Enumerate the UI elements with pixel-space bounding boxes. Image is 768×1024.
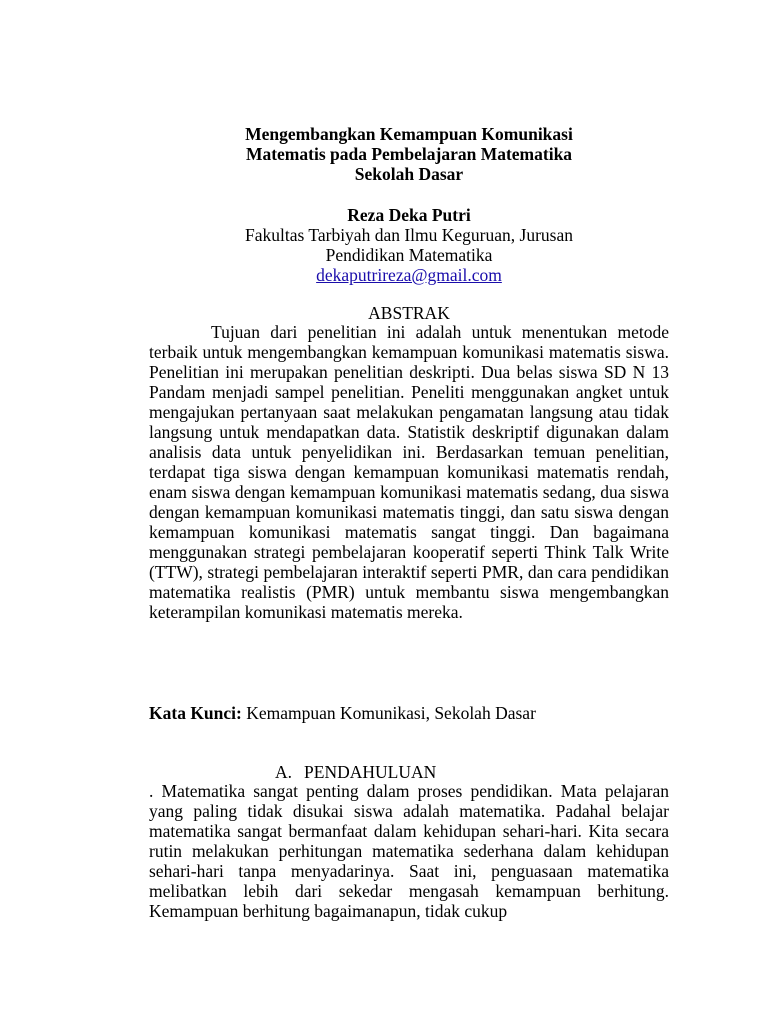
introduction-paragraph: . Matematika sangat penting dalam proses pendidikan. Mata pelajaran yang paling tidak disukai siswa adalah matematika. Padahal belajar matematika sangat bermanfaat dalam kehidupan sehari-hari. Kita secara rutin melakukan perhitungan matematika sederhana dalam kehidupan sehari-hari tanpa menyadarinya. Saat ini, penguasaan matematika melibatkan lebih dari sekedar mengasah kemampuan berhitung. Kemampuan berhitung bagaimanapun, tidak cukup	[149, 781, 669, 921]
author-name: Reza Deka Putri	[347, 205, 471, 225]
title-line: Mengembangkan Kemampuan Komunikasi	[245, 124, 573, 144]
introduction-body	[149, 781, 669, 921]
abstract-body	[149, 322, 669, 622]
abstract-paragraph: Tujuan dari penelitian ini adalah untuk menentukan metode terbaik untuk mengembangkan kemampuan komunikasi matematis siswa. Penelitian ini merupakan penelitian deskripti. Dua belas siswa SD N 13 Pandam menjadi sampel penelitian. Peneliti menggunakan angket untuk mengajukan pertanyaan saat melakukan pengamatan langsung atau tidak langsung untuk mendapatkan data. Statistik deskriptif digunakan dalam analisis data untuk penyelidikan ini. Berdasarkan temuan penelitian, terdapat tiga siswa dengan kemampuan komunikasi matematis rendah, enam siswa dengan kemampuan komunikasi matematis sedang, dua siswa dengan kemampuan komunikasi matematis tinggi, dan satu siswa dengan kemampuan komunikasi matematis sangat tinggi. Dan bagaimana menggunakan strategi pembelajaran kooperatif seperti Think Talk Write (TTW), strategi pembelajaran interaktif seperti PMR, dan cara pendidikan matematika realistis (PMR) untuk membantu siswa mengembangkan keterampilan komunikasi matematis mereka.	[149, 322, 669, 622]
author-block	[149, 205, 669, 285]
abstract-heading: ABSTRAK	[368, 303, 450, 323]
title-line: Sekolah Dasar	[354, 164, 464, 184]
title-line: Matematis pada Pembelajaran Matematika	[245, 144, 573, 164]
keywords-line	[149, 703, 669, 723]
keywords-text: Kemampuan Komunikasi, Sekolah Dasar	[241, 703, 536, 723]
section-title: PENDAHULUAN	[304, 762, 437, 782]
section-heading	[275, 762, 575, 782]
paper-title	[149, 124, 669, 184]
author-email-link[interactable]: dekaputrireza@gmail.com	[316, 265, 502, 285]
section-letter: A.	[275, 762, 293, 782]
affiliation-line: Fakultas Tarbiyah dan Ilmu Keguruan, Jurusan	[245, 225, 573, 245]
keywords-label: Kata Kunci:	[149, 703, 242, 723]
affiliation-line: Pendidikan Matematika	[325, 245, 493, 265]
